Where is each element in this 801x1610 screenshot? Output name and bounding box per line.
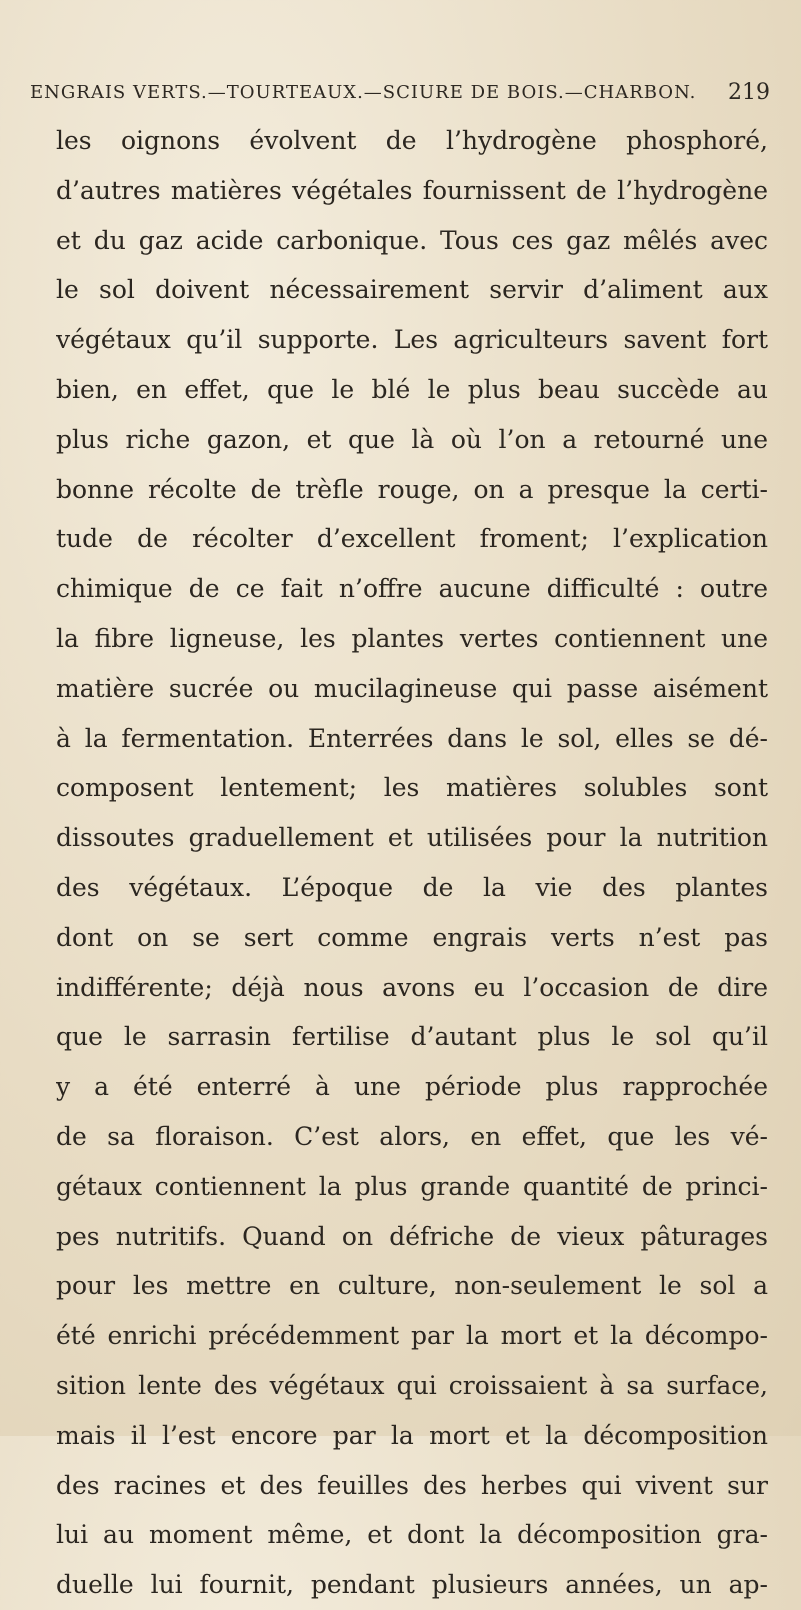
text-line: tude de récolter d’excellent froment; l’explication xyxy=(56,524,768,554)
text-line: pes nutritifs. Quand on défriche de vieux pâturages xyxy=(56,1221,768,1251)
text-line: bien, en effet, que le blé le plus beau succède au xyxy=(56,374,768,404)
text-line: lui au moment même, et dont la décomposition gra- xyxy=(56,1520,768,1550)
text-line: d’autres matières végétales fournissent de l’hydrogène xyxy=(56,175,768,205)
text-line: de sa floraison. C’est alors, en effet, que les vé- xyxy=(56,1121,768,1151)
text-line: gétaux contiennent la plus grande quantité de princi- xyxy=(56,1171,768,1201)
text-line: composent lentement; les matières solubles sont xyxy=(56,773,768,803)
text-line: duelle lui fournit, pendant plusieurs années, un ap- xyxy=(56,1570,768,1600)
text-line: végétaux qu’il supporte. Les agriculteurs savent fort xyxy=(56,325,768,355)
text-line: des végétaux. L’époque de la vie des plantes xyxy=(56,872,768,902)
text-line: matière sucrée ou mucilagineuse qui passe aisément xyxy=(56,673,768,703)
text-line: que le sarrasin fertilise d’autant plus le sol qu’il xyxy=(56,1022,768,1052)
text-line: été enrichi précédemment par la mort et la décompo- xyxy=(56,1321,768,1351)
text-line: mais il l’est encore par la mort et la décomposition xyxy=(56,1420,768,1450)
running-head xyxy=(30,72,770,112)
running-head-title: ENGRAIS VERTS.—TOURTEAUX.—SCIURE DE BOIS.—CHARBON. xyxy=(30,81,697,103)
text-line: et du gaz acide carbonique. Tous ces gaz mêlés avec xyxy=(56,225,768,255)
text-line: pour les mettre en culture, non-seulement le sol a xyxy=(56,1271,768,1301)
text-line: bonne récolte de trèfle rouge, on a presque la certi- xyxy=(56,474,768,504)
text-line: dissoutes graduellement et utilisées pour la nutrition xyxy=(56,823,768,853)
text-line: à la fermentation. Enterrées dans le sol, elles se dé- xyxy=(56,723,768,753)
text-line: indifférente; déjà nous avons eu l’occasion de dire xyxy=(56,972,768,1002)
text-line: la fibre ligneuse, les plantes vertes contiennent une xyxy=(56,623,768,653)
text-line: sition lente des végétaux qui croissaient à sa surface, xyxy=(56,1370,768,1400)
text-line: y a été enterré à une période plus rapprochée xyxy=(56,1072,768,1102)
text-line: le sol doivent nécessairement servir d’aliment aux xyxy=(56,275,768,305)
page-number: 219 xyxy=(728,79,770,105)
text-line: chimique de ce fait n’offre aucune difficulté : outre xyxy=(56,574,768,604)
text-line: des racines et des feuilles des herbes qui vivent sur xyxy=(56,1470,768,1500)
body-text xyxy=(56,116,768,1610)
text-line: plus riche gazon, et que là où l’on a retourné une xyxy=(56,424,768,454)
text-line: dont on se sert comme engrais verts n’est pas xyxy=(56,922,768,952)
text-line: les oignons évolvent de l’hydrogène phosphoré, xyxy=(56,126,768,155)
